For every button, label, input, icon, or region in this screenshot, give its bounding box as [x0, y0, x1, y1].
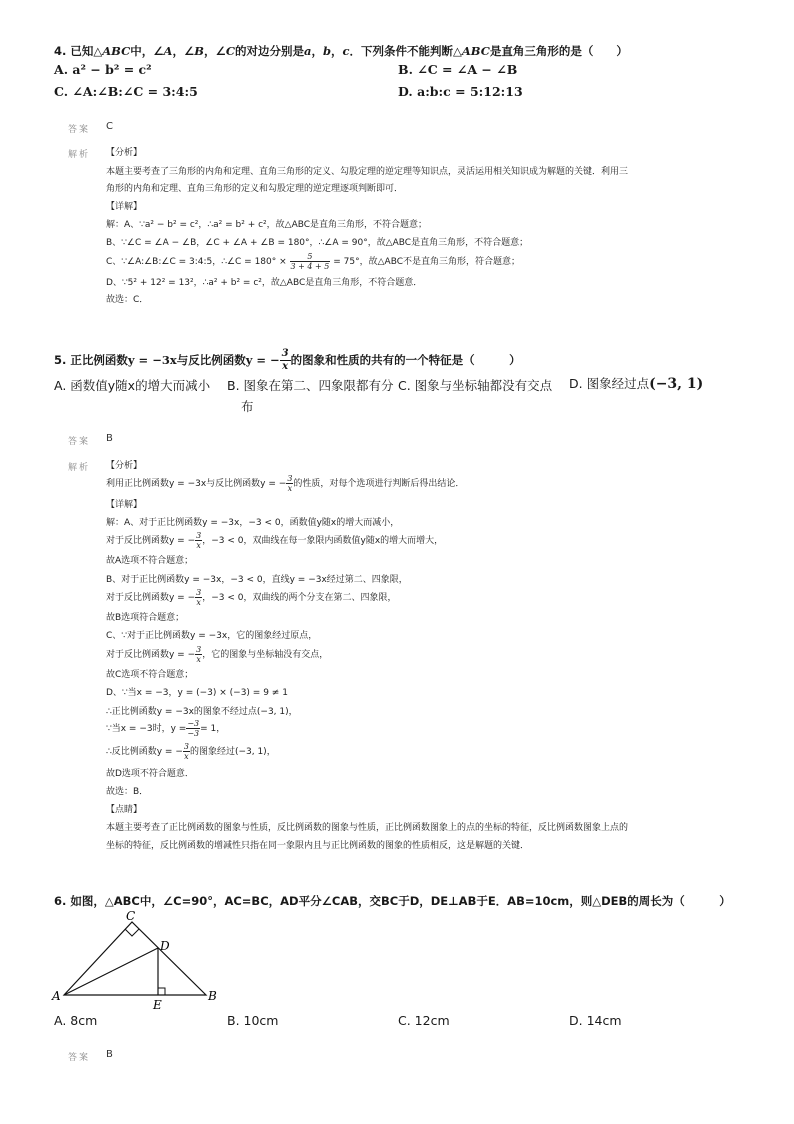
q6-stem: 6. 如图，△ABC中，∠C=90°，AC=BC，AD平分∠CAB，交BC于D，DE⊥AB于E．AB=10cm，则△DEB的周长为（ ）	[54, 894, 731, 908]
q5-line-10: C、∵对于正比例函数y = −3x，它的图象经过原点，	[106, 631, 318, 641]
q6-option-b: B. 10cm	[227, 1013, 279, 1028]
segment-ad	[64, 948, 158, 995]
q6-answer-tag: 答案	[68, 1053, 91, 1063]
q5-line-8: 对于反比例函数y = − $\frac{3}{x}$ ，−3 < 0，双曲线的两个分支在第二、四象限，	[106, 588, 397, 607]
q5-stem-fraction: $\frac{3}{x}$	[281, 348, 289, 372]
q5-line-15: ∵当x = −3时，y = $\frac{-3}{-3}$ = 1，	[106, 719, 226, 738]
q5-line-7: B、对于正比例函数y = −3x，−3 < 0，直线y = −3x经过第二、四象限，	[106, 575, 408, 585]
q4-stem: 4. 已知△ABC中，∠A，∠B，∠C的对边分别是a，b，c．下列条件不能判断△ABC是直角三角形的是（ ）	[54, 44, 628, 58]
q5-option-a: A. 函数值y随x的增大而减小	[54, 378, 211, 393]
q6-option-a: A. 8cm	[54, 1013, 98, 1028]
right-angle-mark-c	[125, 929, 139, 936]
q4-fraction: $\frac{5}{3 + 4 + 5}$	[290, 252, 330, 271]
q5-line-21: 坐标的特征，反比例函数的增减性只指在同一象限内且与正比例函数的图象的性质相反，这是解题的关键．	[106, 841, 530, 851]
label-e: E	[153, 998, 162, 1012]
q5-option-d: D. 图象经过点(−3, 1)	[569, 376, 704, 392]
q4-line-1: 【分析】	[106, 148, 143, 158]
label-c: C	[126, 909, 136, 923]
q5-line-5: 对于反比例函数y = − $\frac{3}{x}$ ，−3 < 0，双曲线在每一象限内函数值y随x的增大而增大，	[106, 531, 444, 550]
q4-line-2: 本题主要考查了三角形的内角和定理、直角三角形的定义、勾股定理的逆定理等知识点，灵活运用相关知识成为解题的关键．利用三	[106, 167, 629, 177]
q5-option-c: C. 图象与坐标轴都没有交点	[398, 378, 553, 393]
label-d: D	[160, 939, 170, 953]
q6-triangle-figure	[50, 908, 280, 1014]
q4-line-5: 解：A、∵a² − b² = c²，∴a² = b² + c²，故△ABC是直角三角形，不符合题意；	[106, 220, 428, 230]
q5-line-13: D、∵当x = −3，y = (−3) × (−3) = 9 ≠ 1	[106, 688, 288, 698]
q5-line-3: 【详解】	[106, 500, 143, 510]
q4-option-b: B. ∠C = ∠A − ∠B	[398, 62, 518, 77]
q5-line-14: ∴正比例函数y = −3x的图象不经过点(−3, 1)，	[106, 707, 298, 717]
q4-line-4: 【详解】	[106, 202, 143, 212]
q5-answer: B	[106, 433, 113, 444]
q4-line-6: B、∵∠C = ∠A − ∠B，∠C + ∠A + ∠B = 180°，∴∠A = 90°，故△ABC是直角三角形，不符合题意；	[106, 238, 529, 248]
q5-line-11: 对于反比例函数y = − $\frac{3}{x}$ ，它的图象与坐标轴没有交点，	[106, 645, 329, 664]
q5-analysis-tag: 解析	[68, 463, 91, 473]
q4-line-3: 角形的内角和定理、直角三角形的定义和勾股定理的逆定理逐项判断即可．	[106, 184, 404, 194]
q4-answer: C	[106, 121, 113, 132]
q5-line-6: 故A选项不符合题意；	[106, 556, 194, 566]
label-b: B	[208, 989, 217, 1003]
q4-analysis-tag: 解析	[68, 150, 91, 160]
q5-line-19: 【点睛】	[106, 805, 143, 815]
right-angle-mark-e	[158, 988, 165, 995]
q5-line-18: 故选：B．	[106, 787, 149, 797]
label-a: A	[52, 989, 61, 1003]
q6-option-d: D. 14cm	[569, 1013, 622, 1028]
q5-line-4: 解：A、对于正比例函数y = −3x，−3 < 0，函数值y随x的增大而减小，	[106, 518, 400, 528]
q5-line-12: 故C选项不符合题意；	[106, 670, 194, 680]
q5-line-16: ∴反比例函数y = − $\frac{3}{x}$ 的图象经过(−3, 1)，	[106, 742, 276, 761]
q4-option-d: D. a:b:c = 5:12:13	[398, 84, 523, 99]
q4-line-8: D、∵5² + 12² = 13²，∴a² + b² = c²，故△ABC是直角三角形，不符合题意．	[106, 278, 423, 288]
q5-line-2: 利用正比例函数y = −3x与反比例函数y = − $\frac{3}{x}$ 的性质，对每个选项进行判断后得出结论．	[106, 474, 465, 493]
q4-option-a: A. a² − b² = c²	[54, 62, 152, 77]
q5-line-1: 【分析】	[106, 461, 143, 471]
q5-answer-tag: 答案	[68, 437, 91, 447]
q4-answer-tag: 答案	[68, 125, 91, 135]
q5-stem: 5. 正比例函数y = −3x与反比例函数y = − $\frac{3}{x}$ 的图象和性质的共有的一个特征是（ ）	[54, 348, 521, 372]
q4-line-9: 故选：C．	[106, 295, 149, 305]
q4-option-c: C. ∠A:∠B:∠C = 3:4:5	[54, 84, 198, 99]
q5-line-17: 故D选项不符合题意．	[106, 769, 194, 779]
q6-answer: B	[106, 1049, 113, 1060]
q5-line-20: 本题主要考查了正比例函数的图象与性质，反比例函数的图象与性质，正比例函数图象上的点的坐标的特征，反比例函数图象上点的	[106, 823, 629, 833]
q5-option-b: B. 图象在第二、四象限都有分 布	[227, 378, 394, 414]
q4-line-7: C、∵∠A:∠B:∠C = 3:4:5，∴∠C = 180° × $\frac{5}{3 + 4 + 5}$ = 75°，故△ABC不是直角三角形，符合题意；	[106, 252, 521, 271]
q5-line-9: 故B选项符合题意；	[106, 613, 185, 623]
q6-option-c: C. 12cm	[398, 1013, 450, 1028]
